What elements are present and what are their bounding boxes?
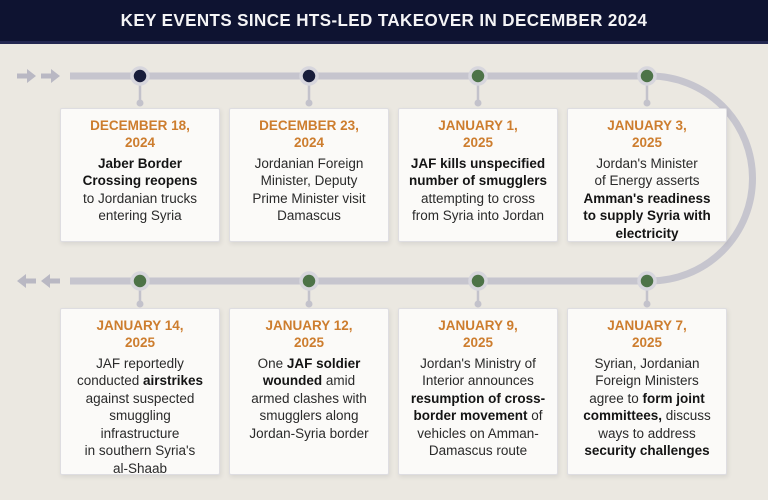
event-description: JAF reportedly conducted airstrikes against suspected smuggling infrastructure in southern Syria's al-Shaab <box>76 355 204 476</box>
event-date: JANUARY 1, 2025 <box>438 118 518 151</box>
double-arrow-right-icon <box>17 69 60 83</box>
event-card <box>398 308 558 475</box>
event-date: JANUARY 14, 2025 <box>96 318 184 351</box>
event-card <box>229 108 389 242</box>
event-description: Jaber Border Crossing reopens to Jordanian trucks entering Syria <box>82 155 198 224</box>
event-card <box>398 108 558 242</box>
event-date: JANUARY 12, 2025 <box>265 318 353 351</box>
event-date: DECEMBER 23, 2024 <box>259 118 359 151</box>
event-date: JANUARY 9, 2025 <box>438 318 518 351</box>
event-description: Jordanian Foreign Minister, Deputy Prime Minister visit Damascus <box>252 155 366 224</box>
double-arrow-left-icon <box>17 274 60 288</box>
event-card <box>567 308 727 475</box>
event-card <box>60 308 220 475</box>
event-description: Jordan's Minister of Energy asserts Amman's readiness to supply Syria with electricity <box>583 155 711 241</box>
event-date: DECEMBER 18, 2024 <box>90 118 190 151</box>
event-card <box>567 108 727 242</box>
event-description: Jordan's Ministry of Interior announces resumption of cross- border movement of vehicles on Amman- Damascus route <box>410 355 546 459</box>
event-description: One JAF soldier wounded amid armed clashes with smugglers along Jordan-Syria border <box>249 355 369 441</box>
infographic-title: KEY EVENTS SINCE HTS-LED TAKEOVER IN DECEMBER 2024 <box>120 10 648 30</box>
event-date: JANUARY 3, 2025 <box>607 118 687 151</box>
event-card <box>229 308 389 475</box>
event-description: Syrian, Jordanian Foreign Ministers agree to form joint committees, discuss ways to address security challenges <box>583 355 711 459</box>
infographic-header <box>0 0 768 44</box>
event-date: JANUARY 7, 2025 <box>607 318 687 351</box>
event-card <box>60 108 220 242</box>
event-description: JAF kills unspecified number of smugglers attempting to cross from Syria into Jordan <box>408 155 548 224</box>
